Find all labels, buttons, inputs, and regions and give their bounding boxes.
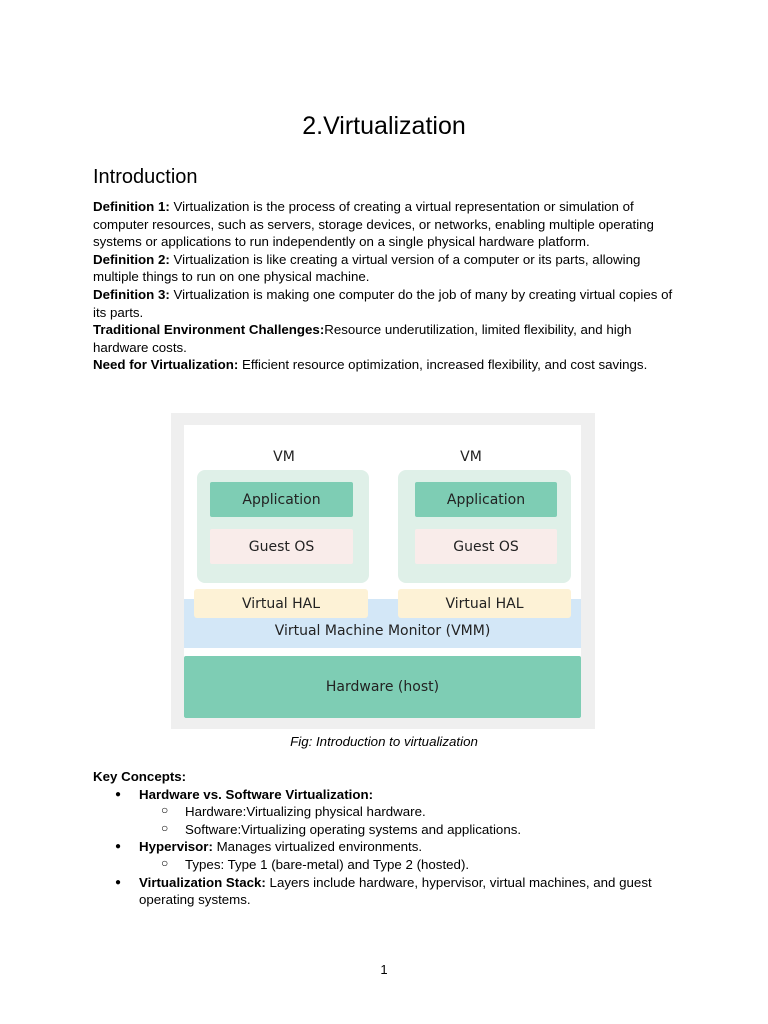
- guest-os-box-left: Guest OS: [210, 529, 353, 564]
- application-box-left: Application: [210, 482, 353, 517]
- hardware-host-layer: Hardware (host): [184, 656, 581, 718]
- list-item-label: Virtualization Stack:: [139, 874, 266, 890]
- sub-list: [139, 803, 683, 838]
- definition-2: [93, 251, 683, 286]
- definition-2-label: Definition 2:: [93, 251, 170, 267]
- guest-os-box-right: Guest OS: [415, 529, 557, 564]
- key-concepts-list: [93, 786, 683, 909]
- vm-label-right: VM: [460, 449, 482, 465]
- definition-3-label: Definition 3:: [93, 286, 170, 302]
- page-title: 2.Virtualization: [302, 112, 466, 140]
- sub-list-item: ○ Hardware:Virtualizing physical hardware.: [139, 803, 683, 821]
- definition-1-label: Definition 1:: [93, 199, 170, 214]
- list-item-text: Layers include hardware, hypervisor, virtual machines, and guest operating systems.: [139, 874, 652, 908]
- key-concepts-title: Key Concepts:: [93, 769, 187, 784]
- sub-list-item: ○ Types: Type 1 (bare-metal) and Type 2 (hosted).: [139, 856, 683, 874]
- list-item: [93, 874, 683, 909]
- sub-list: [139, 856, 683, 874]
- virtual-hal-box-right: Virtual HAL: [398, 589, 571, 618]
- virtual-hal-box-left: Virtual HAL: [194, 589, 368, 618]
- definition-3: [93, 286, 683, 321]
- section-heading-introduction: Introduction: [93, 166, 198, 188]
- sub-list-item: ○ Software:Virtualizing operating systems and applications.: [139, 821, 683, 839]
- list-item-label: Hypervisor:: [139, 839, 213, 855]
- list-item-label: Hardware vs. Software Virtualization:: [139, 786, 373, 802]
- definition-2-text: Virtualization is like creating a virtual version of a computer or its parts, allowing multiple things to run on one physical machine.: [93, 251, 641, 285]
- traditional-challenges-text: Resource underutilization, limited flexibility, and high hardware costs.: [93, 322, 632, 355]
- definition-1: [93, 198, 683, 251]
- vmm-layer: Virtual Machine Monitor (VMM): [184, 599, 581, 648]
- need-for-virtualization-text: Efficient resource optimization, increased flexibility, and cost savings.: [238, 357, 648, 373]
- need-for-virtualization: [93, 356, 683, 374]
- list-item: [93, 786, 683, 839]
- diagram-canvas: [184, 425, 581, 718]
- page-number: 1: [380, 962, 388, 977]
- traditional-challenges: [93, 321, 683, 356]
- need-for-virtualization-label: Need for Virtualization:: [93, 357, 239, 373]
- definition-1-text: Virtualization is the process of creating a virtual representation or simulation of computer resources, such as servers, storage devices, or networks, enabling multiple operating systems or applications to run independently on a single physical hardware platform.: [93, 199, 654, 250]
- list-item: [93, 838, 683, 873]
- application-box-right: Application: [415, 482, 557, 517]
- list-item-text: Manages virtualized environments.: [212, 839, 423, 855]
- introduction-body: [93, 198, 683, 374]
- vm-label-left: VM: [273, 449, 295, 465]
- figure-caption: Fig: Introduction to virtualization: [290, 734, 478, 749]
- definition-3-text: Virtualization is making one computer do the job of many by creating virtual copies of its parts.: [93, 286, 673, 320]
- virtualization-diagram: [171, 413, 595, 729]
- key-concepts-section: [93, 768, 683, 909]
- traditional-challenges-label: Traditional Environment Challenges:: [93, 322, 325, 338]
